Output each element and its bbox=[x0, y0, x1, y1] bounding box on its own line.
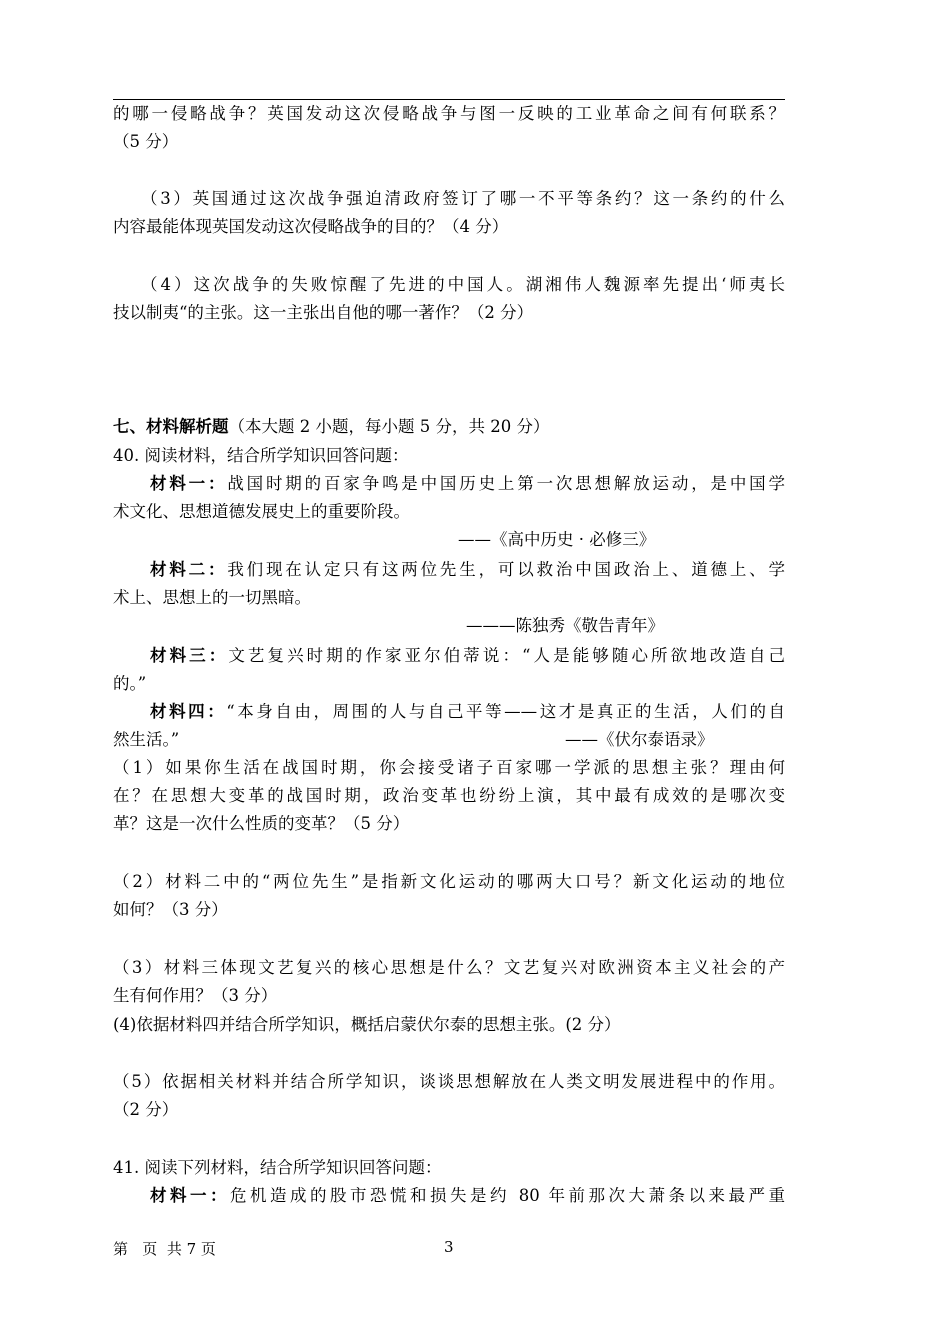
q40-question1-line1: （1）如果你生活在战国时期，你会接受诸子百家哪一学派的思想主张？理由何 bbox=[113, 758, 785, 777]
q40-material3-line2: 的。” bbox=[113, 674, 147, 693]
q41-material1-label: 材料一： bbox=[150, 1186, 230, 1205]
q40-material1-text: 战国时期的百家争鸣是中国历史上第一次思想解放运动，是中国学 bbox=[227, 474, 785, 493]
footer-page-number: 3 bbox=[444, 1238, 454, 1256]
q40-question2-line1: （2）材料二中的“两位先生”是指新文化运动的哪两大口号？新文化运动的地位 bbox=[113, 872, 785, 891]
q40-material3-line1 bbox=[150, 645, 785, 667]
q40-material3-label: 材料三： bbox=[150, 646, 229, 665]
q39-part3-line1: （3）英国通过这次战争强迫清政府签订了哪一不平等条约？这一条约的什么 bbox=[141, 189, 785, 208]
q41-material1-text: 危机造成的股市恐慌和损失是约 80 年前那次大萧条以来最严重 bbox=[230, 1186, 785, 1205]
q39-part4-line1: （4）这次战争的失败惊醒了先进的中国人。湖湘伟人魏源率先提出‘师夷长 bbox=[141, 275, 785, 294]
q40-question3-line2: 生有何作用？（3 分） bbox=[113, 986, 278, 1005]
section7-note: （本大题 2 小题，每小题 5 分，共 20 分） bbox=[228, 417, 550, 436]
q40-material2-label: 材料二： bbox=[150, 560, 228, 579]
q40-material1-source: ——《高中历史 · 必修三》 bbox=[458, 530, 656, 549]
top-rule bbox=[113, 99, 785, 100]
section7-heading: 七、材料解析题 bbox=[113, 417, 229, 436]
q39-part3-line2: 内容最能体现英国发动这次侵略战争的目的？（4 分） bbox=[113, 217, 509, 236]
section7-heading-line bbox=[113, 416, 549, 438]
q40-material4-line2: 然生活。” bbox=[113, 730, 180, 749]
q40-question2-line2: 如何？（3 分） bbox=[113, 900, 228, 919]
footer-page-count: 第 页 共 7 页 bbox=[113, 1240, 216, 1258]
q40-material3-text: 文艺复兴时期的作家亚尔伯蒂说：“人是能够随心所欲地改造自己 bbox=[228, 646, 786, 665]
q40-question5-line1: （5）依据相关材料并结合所学知识，谈谈思想解放在人类文明发展进程中的作用。 bbox=[113, 1072, 785, 1091]
q40-material4-line1 bbox=[150, 701, 785, 723]
q40-material2-line1 bbox=[150, 559, 785, 581]
q40-question1-line3: 革？这是一次什么性质的变革？（5 分） bbox=[113, 814, 410, 833]
q40-question4-line1: (4)依据材料四并结合所学知识，概括启蒙伏尔泰的思想主张。(2 分） bbox=[113, 1015, 621, 1034]
q40-material1-line1 bbox=[150, 473, 785, 495]
q40-material4-source: ——《伏尔泰语录》 bbox=[565, 730, 714, 749]
q40-material2-text: 我们现在认定只有这两位先生，可以救治中国政治上、道德上、学 bbox=[227, 560, 785, 579]
q40-material1-line2: 术文化、思想道德发展史上的重要阶段。 bbox=[113, 502, 410, 521]
q40-material4-text: “本身自由，周围的人与自己平等——这才是真正的生活，人们的自 bbox=[226, 702, 786, 721]
q41-material1-line1 bbox=[150, 1185, 785, 1207]
q40-material2-line2: 术上、思想上的一切黑暗。 bbox=[113, 588, 311, 607]
q40-material2-source: ———陈独秀《敬告青年》 bbox=[466, 616, 664, 635]
q40-question5-line2: （2 分） bbox=[113, 1100, 179, 1119]
q40-material4-label: 材料四： bbox=[150, 702, 227, 721]
q39-continuation-line: 的哪一侵略战争？英国发动这次侵略战争与图一反映的工业革命之间有何联系？ bbox=[113, 104, 785, 123]
q40-intro: 40. 阅读材料，结合所学知识回答问题： bbox=[113, 446, 409, 465]
q40-material1-label: 材料一： bbox=[150, 474, 228, 493]
q41-intro: 41. 阅读下列材料，结合所学知识回答问题： bbox=[113, 1158, 442, 1177]
q39-part4-line2: 技以制夷“的主张。这一主张出自他的哪一著作？（2 分） bbox=[113, 303, 534, 322]
q40-question3-line1: （3）材料三体现文艺复兴的核心思想是什么？文艺复兴对欧洲资本主义社会的产 bbox=[113, 958, 785, 977]
q40-question1-line2: 在？在思想大变革的战国时期，政治变革也纷纷上演，其中最有成效的是哪次变 bbox=[113, 786, 785, 805]
q39-continuation-score: （5 分） bbox=[113, 132, 179, 151]
